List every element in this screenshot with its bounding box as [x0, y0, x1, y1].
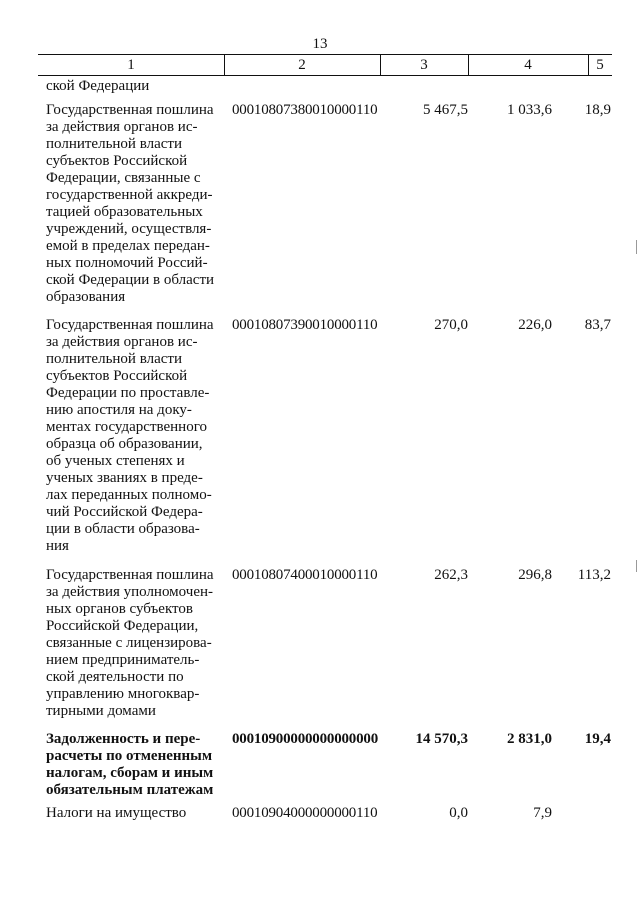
scan-mark — [636, 560, 637, 572]
column-header-3: 3 — [420, 57, 428, 73]
row-value-5: 113,2 — [577, 567, 611, 583]
row-value-4: 1 033,6 — [507, 102, 552, 118]
row-value-4: 2 831,0 — [507, 731, 552, 747]
column-header-4: 4 — [524, 57, 532, 73]
row-value-4: 7,9 — [533, 805, 552, 821]
scan-mark — [636, 240, 637, 254]
column-header-5: 5 — [596, 57, 604, 73]
row-code: 00010807390010000110 — [232, 317, 378, 333]
table-header — [38, 54, 612, 76]
row-name: Государственная пошлина за действия уполномочен- ных органов субъектов Российской Федерации, связанные с лицензирова- нием предприниматель- ской деятельности по управлению многоквар- тирными домами — [46, 567, 214, 719]
row-name: Государственная пошлина за действия органов ис- полнительной власти субъектов Российской Федерации по проставле- нию апостиля на доку- ментах государственного образца об образовании, об ученых степенях и ученых званиях в преде- лах переданных полномо- чий Российской Федера- ции в области образова- ния — [46, 317, 214, 554]
row-code: 00010807380010000110 — [232, 102, 378, 118]
row-value-3: 5 467,5 — [423, 102, 468, 118]
row-name: Задолженность и пере- расчеты по отмененным налогам, сборам и иным обязательным платежам — [46, 731, 214, 798]
row-value-3: 0,0 — [449, 805, 468, 821]
row-name: ской Федерации — [46, 78, 150, 94]
row-value-3: 262,3 — [434, 567, 468, 583]
row-name: Государственная пошлина за действия органов ис- полнительной власти субъектов Российской Федерации, связанные с государственной аккреди- тацией образовательных учреждений, осуществля- емой в пределах передан- ных полномочий Россий- ской Федерации в области образования — [46, 102, 215, 305]
row-code: 00010904000000000110 — [232, 805, 378, 821]
row-value-4: 226,0 — [518, 317, 552, 333]
column-header-2: 2 — [298, 57, 306, 73]
row-value-5: 83,7 — [584, 317, 611, 333]
row-value-4: 296,8 — [518, 567, 552, 583]
row-value-5: 19,4 — [584, 731, 611, 747]
row-code: 00010807400010000110 — [232, 567, 378, 583]
row-value-3: 14 570,3 — [415, 731, 468, 747]
row-value-3: 270,0 — [434, 317, 468, 333]
row-name: Налоги на имущество — [46, 805, 187, 821]
column-header-1: 1 — [127, 57, 135, 73]
row-value-5: 18,9 — [584, 102, 611, 118]
page-number: 13 — [312, 36, 328, 52]
row-code: 00010900000000000000 — [232, 731, 379, 747]
